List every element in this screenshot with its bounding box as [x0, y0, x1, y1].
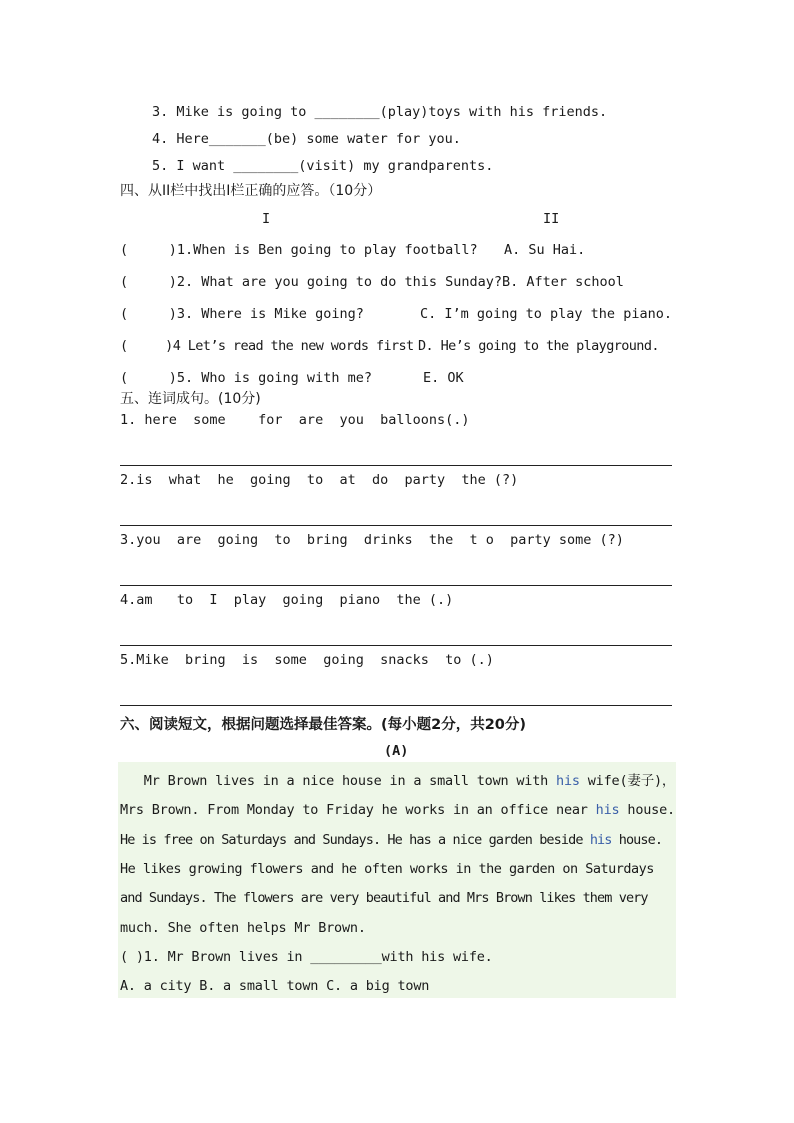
section6-title: 六、阅读短文，根据问题选择最佳答案。(每小题2分，共20分)	[120, 717, 527, 733]
sentence-scramble-3: 3.you are going to bring drinks the t o party some (?)	[120, 532, 624, 548]
match-answer-e: E. OK	[423, 370, 464, 386]
match-question-4: ( )4 Let’s read the new words first	[120, 338, 414, 354]
reading-options-1: A. a city B. a small town C. a big town	[120, 978, 430, 994]
passage-line-4: He likes growing flowers and he often works in the garden on Saturdays	[120, 861, 654, 877]
answer-line-4[interactable]	[120, 645, 672, 646]
match-answer-a: A. Su Hai.	[504, 242, 586, 258]
match-question-1: ( )1.When is Ben going to play football?	[120, 242, 478, 258]
sentence-scramble-2: 2.is what he going to at do party the (?)	[120, 472, 519, 488]
match-answer-b: B. After school	[502, 274, 624, 290]
passage-line-2: Mrs Brown. From Monday to Friday he works in an office near his house.	[120, 802, 675, 818]
match-question-2: ( )2. What are you going to do this Sunday?	[120, 274, 503, 290]
sentence-scramble-4: 4.am to I play going piano the (.)	[120, 592, 454, 608]
passage-line-3: He is free on Saturdays and Sundays. He has a nice garden beside his house.	[120, 832, 663, 848]
section4-col1-header: I	[262, 211, 271, 227]
sentence-scramble-5: 5.Mike bring is some going snacks to (.)	[120, 652, 494, 668]
section4-title: 四、从II栏中找出I栏正确的应答。（10分）	[120, 183, 382, 199]
reading-question-1: ( )1. Mr Brown lives in _________with his wife.	[120, 949, 493, 965]
passage-line-1: Mr Brown lives in a nice house in a small town with his wife(妻子)，	[120, 773, 676, 789]
match-answer-c: C. I’m going to play the piano.	[420, 306, 672, 322]
passage-line-6: much. She often helps Mr Brown.	[120, 920, 366, 936]
match-question-3: ( )3. Where is Mike going?	[120, 306, 364, 322]
blank-item-5: 5. I want ________(visit) my grandparents.	[152, 158, 494, 174]
answer-line-5[interactable]	[120, 705, 672, 706]
match-answer-d: D. He’s going to the playground.	[418, 338, 659, 354]
blank-item-3: 3. Mike is going to ________(play)toys with his friends.	[152, 104, 608, 120]
passage-line-5: and Sundays. The flowers are very beautiful and Mrs Brown likes them very	[120, 890, 648, 906]
blank-item-4: 4. Here_______(be) some water for you.	[152, 131, 461, 147]
sentence-scramble-1: 1. here some for are you balloons(.)	[120, 412, 470, 428]
section5-title: 五、连词成句。(10分)	[120, 391, 261, 407]
answer-line-1[interactable]	[120, 465, 672, 466]
section6-passage-label: (A)	[384, 743, 409, 759]
answer-line-3[interactable]	[120, 585, 672, 586]
section4-col2-header: II	[543, 211, 560, 227]
match-question-5: ( )5. Who is going with me?	[120, 370, 372, 386]
answer-line-2[interactable]	[120, 525, 672, 526]
